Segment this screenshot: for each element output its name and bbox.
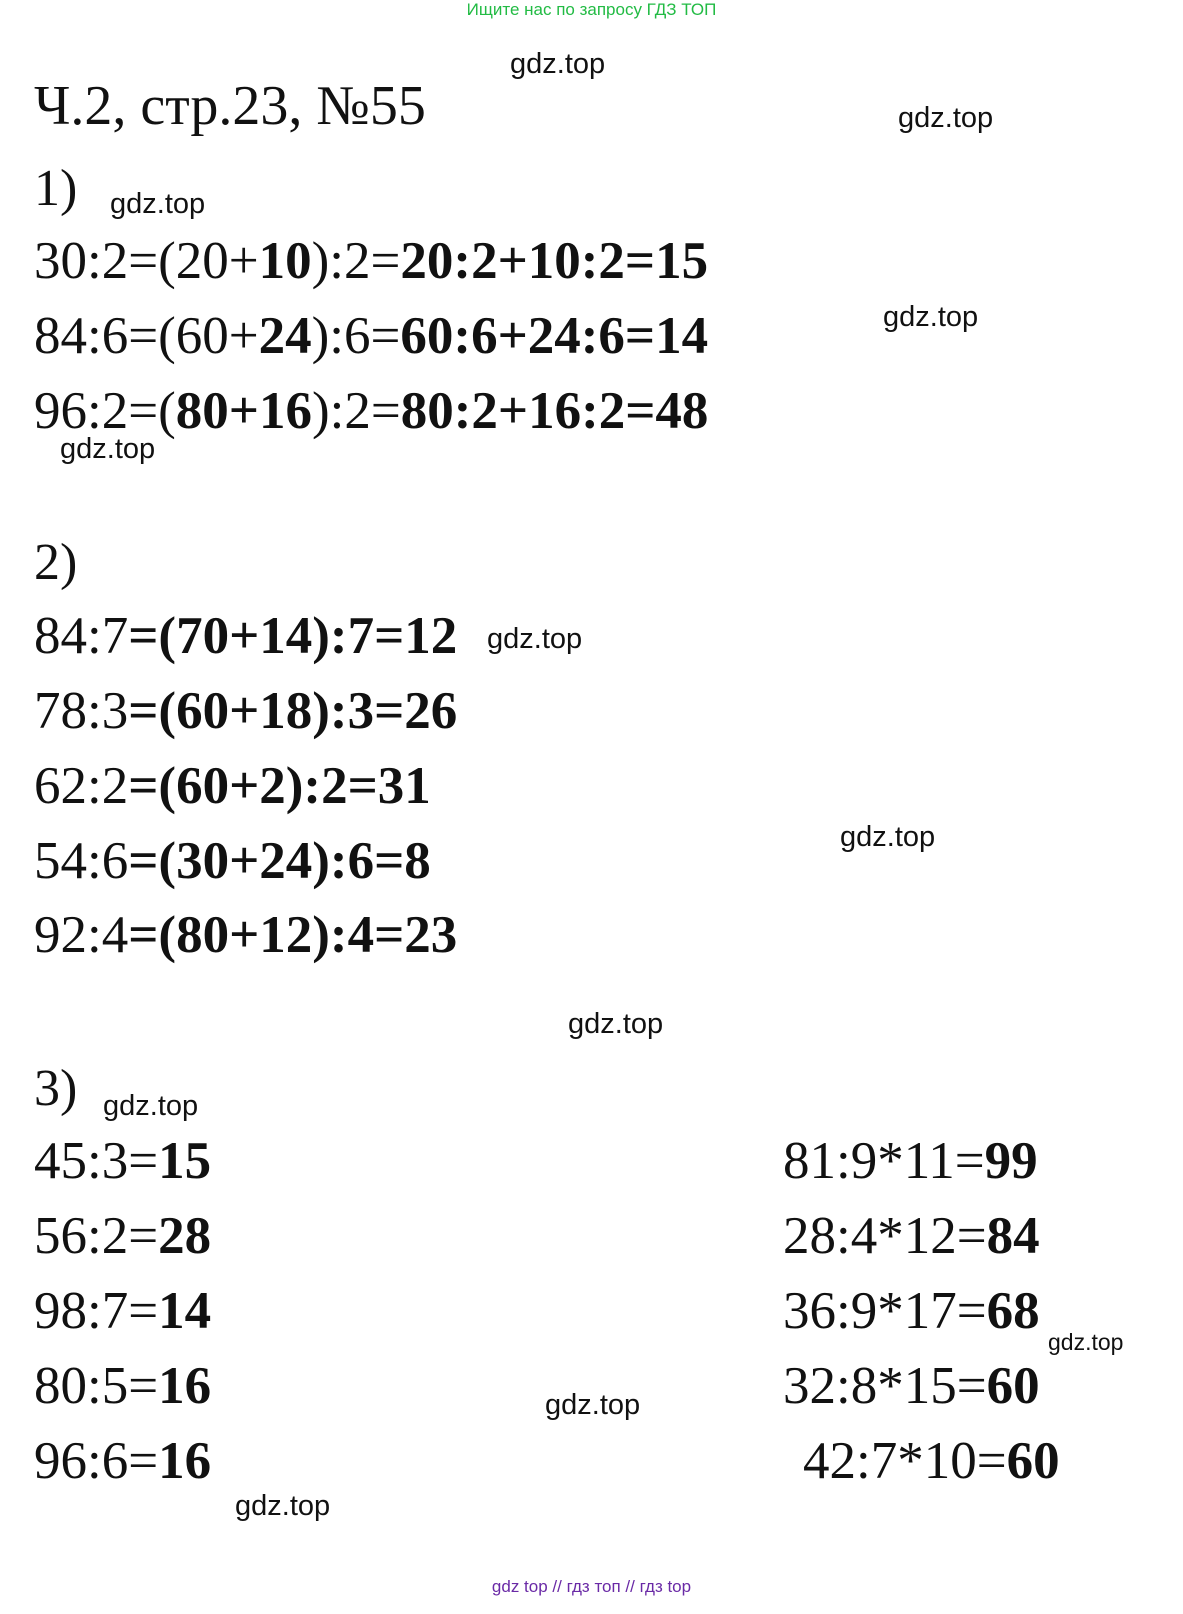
equation [34,307,709,365]
watermark: gdz.top [545,1389,641,1421]
equation-text: 62:2 [34,757,129,815]
equation-text: 56:2= [34,1207,159,1265]
equation [34,1432,212,1490]
equation-text: ):2= [311,382,401,440]
equation-bold: 80+16 [175,382,312,440]
equation [34,232,709,290]
equation-answer: 60 [986,1357,1040,1415]
equation-answer: 84 [986,1207,1040,1265]
page-title: Ч.2, стр.23, №55 [34,75,426,137]
equation-text: 98:7= [34,1282,159,1340]
equation-text: 80:5= [34,1357,159,1415]
equation-answer: 20:2+10:2=15 [400,232,709,290]
equation-text: 30:2=(20+ [34,232,259,290]
equation [783,1357,1040,1415]
equation-bold: 10 [258,232,312,290]
equation [34,757,431,815]
equation [783,1132,1038,1190]
equation [803,1432,1060,1490]
watermark: gdz.top [568,1008,664,1040]
equation-answer: =(60+18):3=26 [128,682,458,740]
equation-answer: 60:6+24:6=14 [400,307,709,365]
equation [34,607,458,665]
equation-text: 84:6=(60+ [34,307,259,365]
equation-text: ):2= [311,232,401,290]
equation-text: 36:9*17= [783,1282,987,1340]
search-banner[interactable]: Ищите нас по запросу ГДЗ ТОП [466,0,717,19]
equation-answer: =(70+14):7=12 [128,607,458,665]
equation [783,1207,1040,1265]
equation-answer: 99 [984,1132,1038,1190]
equation-answer: 14 [158,1282,212,1340]
equation-text: 42:7*10= [803,1432,1007,1490]
equation-answer: 68 [986,1282,1040,1340]
footer-links[interactable]: gdz top // гдз топ // гдз top [491,1577,692,1596]
equation-text: 54:6 [34,832,129,890]
equation [34,1357,212,1415]
equation-answer: 16 [158,1432,212,1490]
equation-answer: 28 [158,1207,212,1265]
equation-text: 84:7 [34,607,129,665]
watermark: gdz.top [1048,1329,1124,1355]
equation-bold: 24 [258,307,312,365]
equation-answer: =(30+24):6=8 [128,832,431,890]
equation [34,832,431,890]
equation-answer: =(80+12):4=23 [128,906,458,964]
watermark: gdz.top [60,433,156,465]
equation [34,906,458,964]
equation-text: 96:6= [34,1432,159,1490]
equation-text: 92:4 [34,906,129,964]
watermark: gdz.top [110,188,206,220]
equation-text: ):6= [311,307,401,365]
equation-text: 81:9*11= [783,1132,985,1190]
equation [783,1282,1040,1340]
section-label: 2) [34,534,78,591]
equation [34,1132,212,1190]
watermark: gdz.top [510,48,606,80]
section-label: 3) [34,1060,78,1117]
watermark: gdz.top [883,301,979,333]
equation-answer: 80:2+16:2=48 [400,382,709,440]
equation-answer: 60 [1006,1432,1060,1490]
section-label: 1) [34,160,78,217]
equation-answer: 16 [158,1357,212,1415]
watermark: gdz.top [487,623,583,655]
equation-text: 45:3= [34,1132,159,1190]
equation-answer: =(60+2):2=31 [128,757,431,815]
watermark: gdz.top [235,1490,331,1522]
equation-text: 32:8*15= [783,1357,987,1415]
equation-text: 28:4*12= [783,1207,987,1265]
equation [34,1207,212,1265]
equation [34,382,709,440]
equation-text: 78:3 [34,682,129,740]
equation [34,1282,212,1340]
equation-answer: 15 [158,1132,212,1190]
watermark: gdz.top [103,1090,199,1122]
equation [34,682,458,740]
watermark: gdz.top [898,102,994,134]
watermark: gdz.top [840,821,936,853]
equation-text: 96:2=( [34,382,176,440]
